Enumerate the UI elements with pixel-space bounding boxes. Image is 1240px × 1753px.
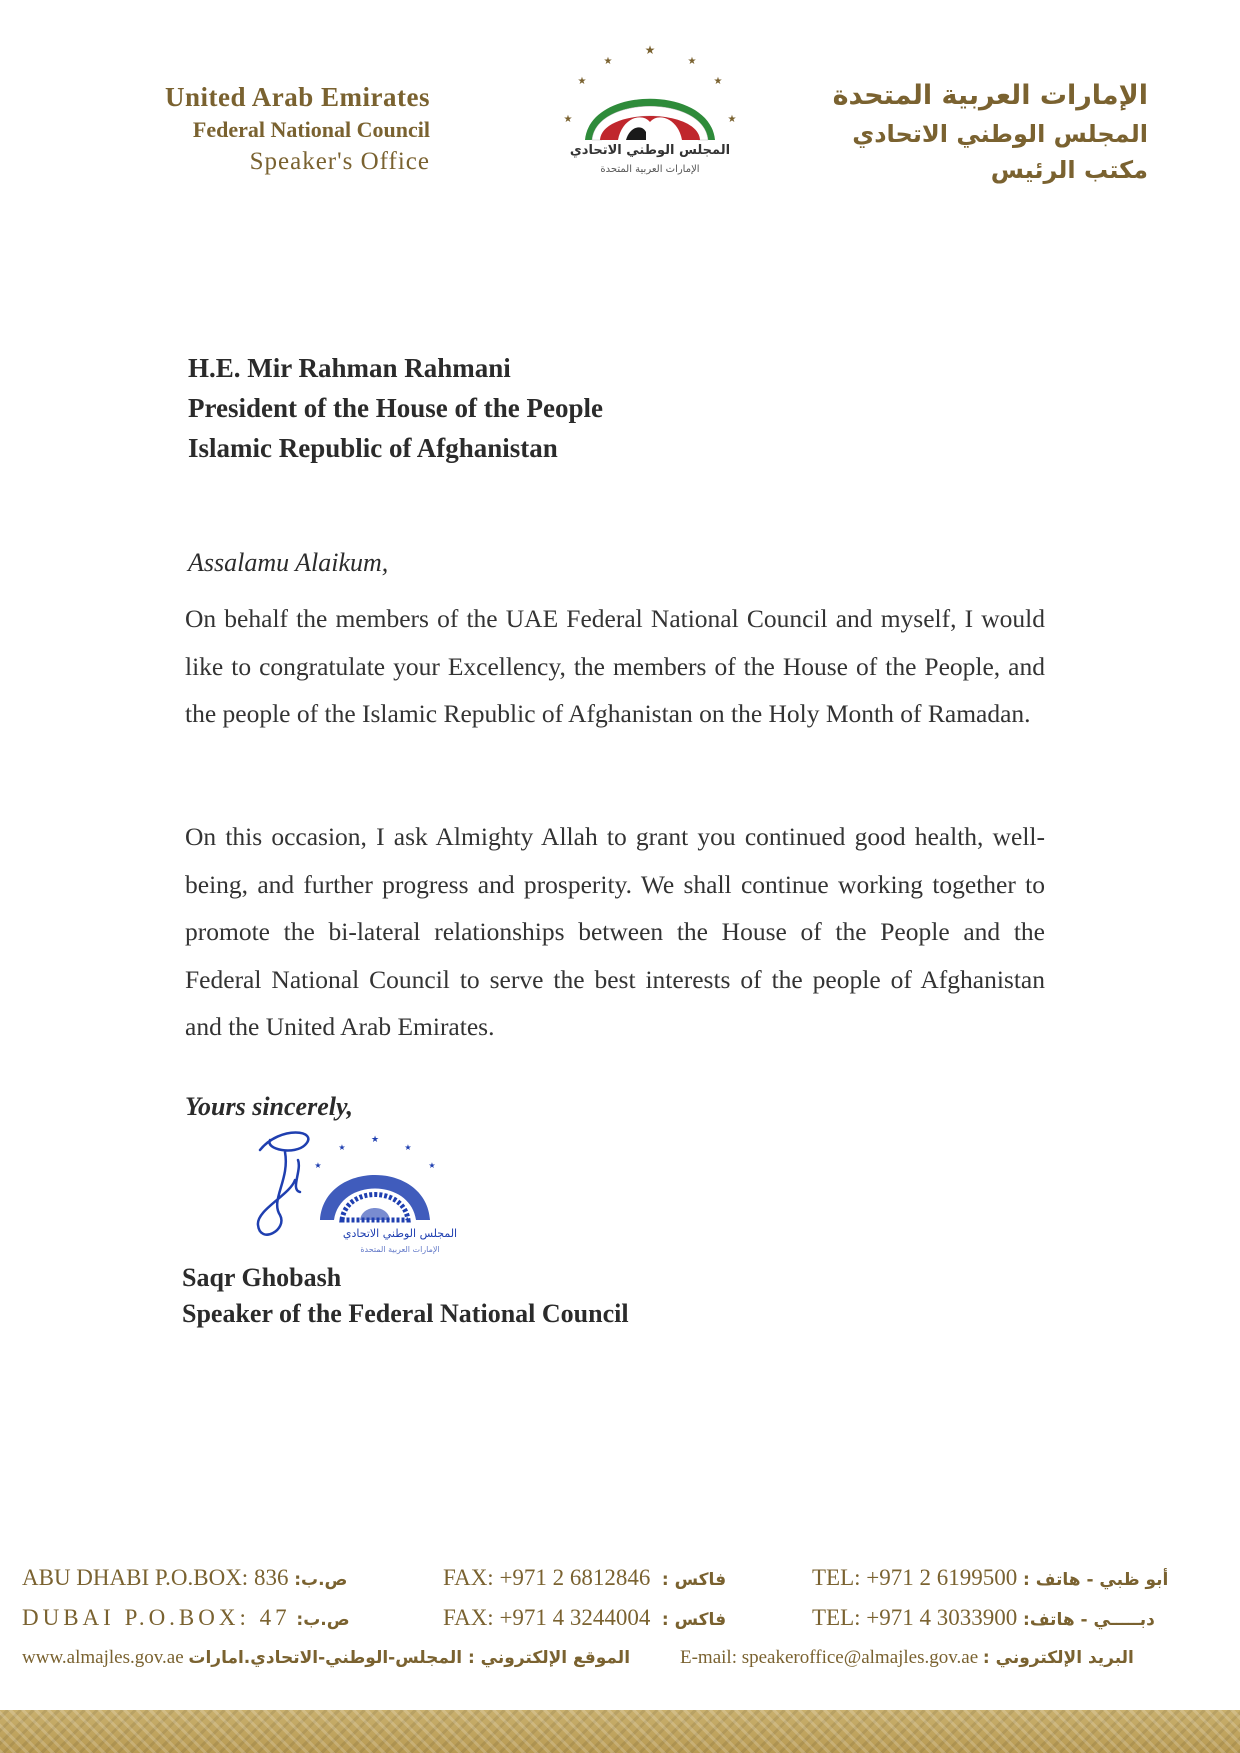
svg-text:★: ★ [404,1143,412,1152]
signer-name: Saqr Ghobash [182,1263,342,1292]
svg-text:★: ★ [428,1161,436,1170]
svg-text:★: ★ [644,43,656,57]
abudhabi-pobox-ar: ص.ب: [294,1570,348,1590]
dubai-pobox-ar: ص.ب: [296,1610,350,1630]
dubai-fax: FAX: +971 4 3244004 [443,1605,651,1630]
footer-decorative-band [0,1710,1240,1753]
abudhabi-fax-ar: فاكس : [661,1570,727,1590]
addressee-name: H.E. Mir Rahman Rahmani [188,353,511,383]
dubai-tel-ar: دبـــــي - هاتف: [1023,1610,1155,1630]
addressee-block [188,348,603,468]
body-paragraph-1: On behalf the members of the UAE Federal National Council and myself, I would like to congratulate your Excellency, the members of the House of the People, and the people of the Islamic Republic of Afghanistan on the Holy Month of Ramadan. [185,604,1045,728]
addressee-title: President of the House of the People [188,393,603,423]
dubai-tel: TEL: +971 4 3033900 [812,1605,1018,1630]
letterhead-arabic [808,76,1148,188]
abudhabi-tel: TEL: +971 2 6199500 [812,1565,1018,1590]
org-country: United Arab Emirates [165,82,430,112]
org-office: Speaker's Office [249,148,430,175]
svg-text:★: ★ [713,76,723,87]
abudhabi-pobox: ABU DHABI P.O.BOX: 836 [22,1565,289,1590]
svg-text:★: ★ [338,1143,346,1152]
svg-text:★: ★ [603,56,613,67]
svg-text:★: ★ [314,1161,322,1170]
website-ar: الموقع الإلكتروني : المجلس-الوطني-الاتحادي.امارات [188,1648,631,1668]
emblem-caption-country: الإمارات العربية المتحدة [600,164,700,175]
svg-text:★: ★ [687,56,697,67]
stamp-caption-council: المجلس الوطني الاتحادي [342,1227,458,1240]
website-link[interactable]: www.almajles.gov.ae [22,1647,184,1668]
svg-text:★: ★ [563,114,573,125]
abudhabi-tel-ar: أبو ظبي - هاتف : [1023,1570,1169,1590]
org-council: Federal National Council [192,117,430,142]
svg-text:★: ★ [577,76,587,87]
svg-text:★: ★ [370,1134,380,1144]
letterhead-english [100,80,430,178]
abudhabi-fax: FAX: +971 2 6812846 [443,1565,651,1590]
body-paragraph-2: On this occasion, I ask Almighty Allah to grant you continued good health, well-being, and further progress and prosperity. We shall continue working together to promote the bi-lateral relationships between the House of the People and the Federal National Council to serve the best interests of the people of Afghanistan and the United Arab Emirates. [185,822,1045,1041]
signer-block [182,1260,629,1332]
org-country-ar: الإمارات العربية المتحدة [832,80,1148,111]
org-office-ar: مكتب الرئيس [990,156,1148,184]
council-stamp-with-signature [250,1120,500,1270]
org-council-ar: المجلس الوطني الاتحادي [852,120,1148,148]
emblem-caption-council: المجلس الوطني الاتحادي [569,143,731,158]
dubai-pobox: DUBAI P.O.BOX: 47 [22,1605,291,1630]
stamp-caption-country: الإمارات العربية المتحدة [360,1245,440,1254]
signer-title: Speaker of the Federal National Council [182,1299,629,1328]
addressee-country: Islamic Republic of Afghanistan [188,433,558,463]
valediction: Yours sincerely, [185,1092,354,1121]
email-ar: البريد الإلكتروني : [982,1648,1134,1668]
email-link[interactable]: E-mail: speakeroffice@almajles.gov.ae [680,1647,979,1668]
dubai-fax-ar: فاكس : [661,1610,727,1630]
svg-text:★: ★ [727,114,737,125]
greeting: Assalamu Alaikum, [188,548,389,577]
